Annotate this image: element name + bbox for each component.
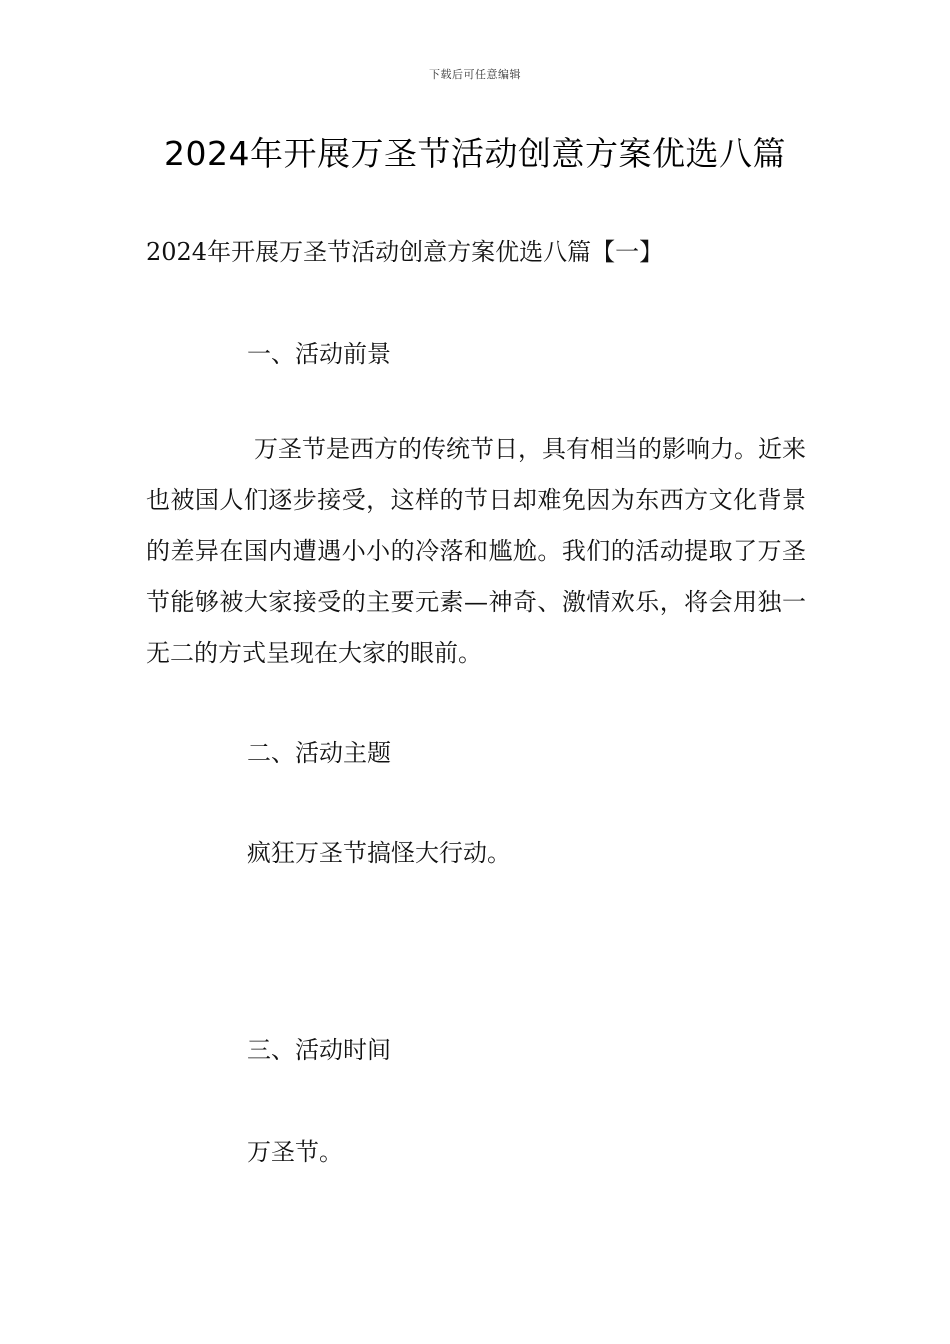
section-heading-background: 一、活动前景 bbox=[247, 340, 391, 368]
section-body-time: 万圣节。 bbox=[247, 1138, 343, 1166]
document-title: 2024年开展万圣节活动创意方案优选八篇 bbox=[164, 134, 786, 173]
header-note: 下载后可任意编辑 bbox=[429, 68, 521, 81]
document-subtitle: 2024年开展万圣节活动创意方案优选八篇【一】 bbox=[146, 238, 664, 266]
section-body-background: 万圣节是西方的传统节日，具有相当的影响力。近来也被国人们逐步接受，这样的节日却难免因为东西方文化背景的差异在国内遭遇小小的冷落和尴尬。我们的活动提取了万圣节能够被大家接受的主要元素—神奇、激情欢乐，将会用独一无二的方式呈现在大家的眼前。 bbox=[146, 435, 806, 667]
section-heading-theme: 二、活动主题 bbox=[247, 739, 391, 767]
section-body-theme: 疯狂万圣节搞怪大行动。 bbox=[247, 839, 511, 867]
section-heading-time: 三、活动时间 bbox=[247, 1036, 391, 1064]
